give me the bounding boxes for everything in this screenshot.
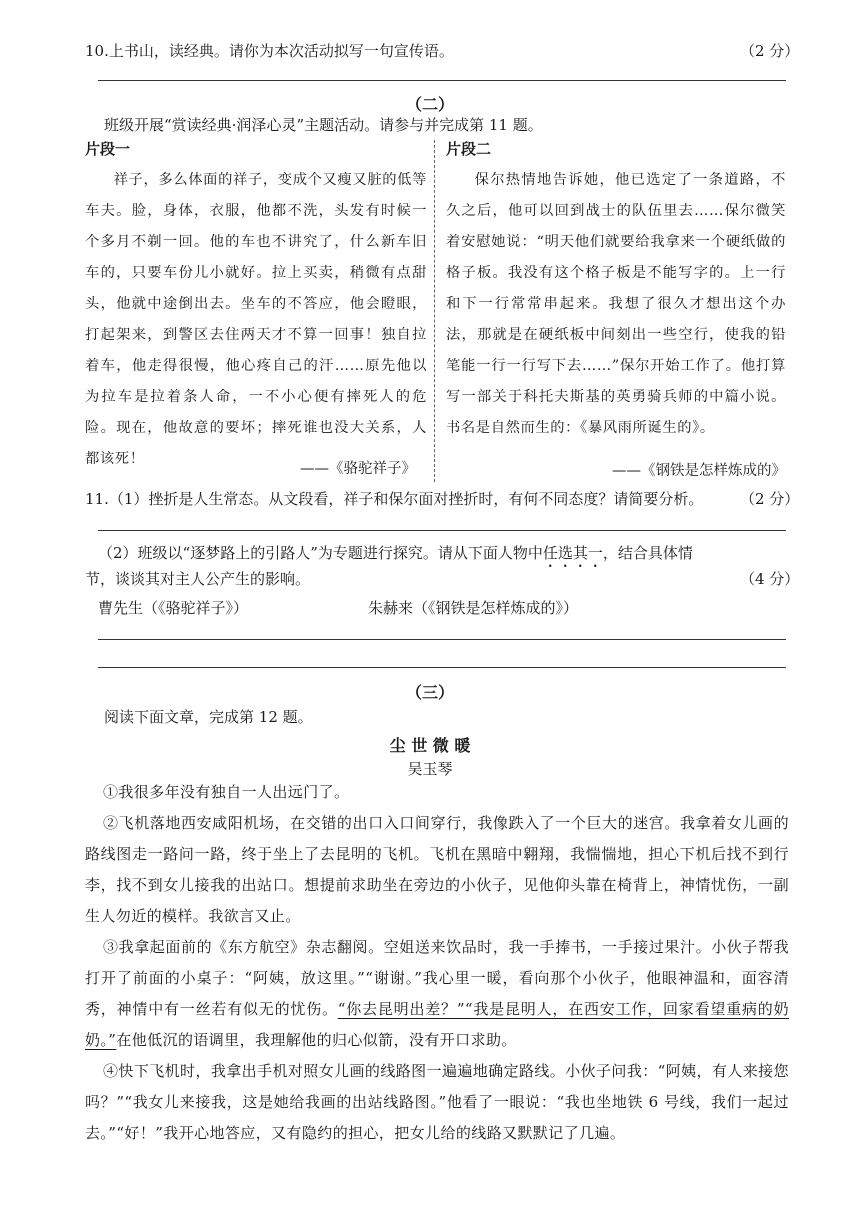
fragment-2-body: 保尔热情地告诉她，他已选定了一条道路，不久之后，他可以回到战士的队伍里去……保尔微笑着安慰她说：“明天他们就要给我拿来一个硬纸做的格子板。我没有这个格子板是不能写字的。上一行和下一行常常串起来。我想了很久才想出这个办法，那就是在硬纸板中间刻出一些空行，使我的铅笔能一行一行写下去……”保尔开始工作了。他打算写一部关于科托夫斯基的英勇骑兵师的中篇小说。书名是自然而生的：《暴风雨所诞生的》。 [446, 172, 786, 436]
question-11-1: 11.（1）挫折是人生常态。从文段看，祥子和保尔面对挫折时，有何不同态度？请简要分析。 [85, 490, 704, 508]
article-title: 尘 世 微 暖 [389, 736, 471, 755]
question-11-1-score: （2 分） [740, 490, 800, 508]
fragment-1-heading: 片段一 [85, 140, 131, 158]
paragraph-3-underlined: “你去昆明出差？”“我是昆明人，在西安工作，回家看望重病的奶奶。” [85, 1000, 789, 1049]
answer-line [98, 80, 786, 81]
fragment-2-source: ——《钢铁是怎样炼成的》 [612, 463, 786, 479]
fragment-1-body: 祥子，多么体面的祥子，变成个又瘦又脏的低等车夫。脸，身体，衣服，他都不洗，头发有时候一个多月不剃一回。他的车也不讲究了，什么新车旧车的，只要车份儿小就好。拉上买卖，稍微有点甜头，他就中途倒出去。坐车的不答应，他会瞪眼，打起架来，到警区去住两天才不算一回事！独自拉着车，他走得很慢，他心疼自己的汗……原先他以为拉车是拉着条人命，一不小心便有摔死人的危险。现在，他故意的要坏；摔死谁也没大关系，人都该死！ [85, 172, 427, 467]
paragraph-3 [85, 932, 789, 1056]
answer-line [98, 530, 786, 531]
fragment-2 [446, 165, 786, 444]
section-3-title: （三） [405, 683, 454, 702]
section-2-title: （二） [405, 95, 454, 114]
article-body [85, 777, 789, 1149]
question-11-2-emphasis: 任选其一 [542, 544, 603, 562]
question-11-2-line1-end: ，结合具体情 [602, 544, 693, 562]
paragraph-2: ②飞机落地西安咸阳机场，在交错的出口入口间穿行，我像跌入了一个巨大的迷宫。我拿着女儿画的路线图走一路问一路，终于坐上了去昆明的飞机。飞机在黑暗中翱翔，我惴惴地，担心下机后找不到行李，找不到女儿接我的出站口。想提前求助坐在旁边的小伙子，见他仰头靠在椅背上，神情忧伤，一副生人勿近的模样。我欲言又止。 [85, 814, 789, 925]
question-11-2-line2: 节，谈谈其对主人公产生的影响。 [85, 570, 311, 588]
fragment-1 [85, 165, 427, 475]
paragraph-4: ④快下飞机时，我拿出手机对照女儿画的线路图一遍遍地确定路线。小伙子问我：“阿姨，有人来接您吗？”“我女儿来接我，这是她给我画的出站线路图。”他看了一眼说：“我也坐地铁 6 号线，我们一起过去。”“好！”我开心地答应，又有隐约的担心，把女儿给的线路又默默记了几遍。 [85, 1062, 789, 1142]
option-1: 曹先生（《骆驼祥子》） [98, 599, 249, 617]
answer-line [98, 667, 786, 668]
fragment-2-heading: 片段二 [446, 140, 492, 158]
paragraph-3-start: ③我拿起面前的《东方航空》杂志翻阅。空姐送来饮品时，我一手捧书，一手接过果汁。小伙子帮我打开了前面的小桌子：“阿姨，放这里。”“谢谢。”我心里一暖，看向那个小伙子，他眼神温和，面容清秀，神情中有一丝若有似无的忧伤。 [85, 938, 789, 1018]
section-3-intro: 阅读下面文章，完成第 12 题。 [104, 708, 313, 726]
column-divider [434, 140, 435, 482]
answer-line [98, 639, 786, 640]
question-10: 10.上书山，读经典。请你为本次活动拟写一句宣传语。 [85, 42, 454, 60]
fragment-1-source: ——《骆驼祥子》 [300, 461, 416, 477]
question-11-2-score: （4 分） [740, 570, 800, 588]
paragraph-3-end: 在他低沉的语调里，我理解他的归心似箭，没有开口求助。 [116, 1031, 517, 1049]
option-2: 朱赫来（《钢铁是怎样炼成的》） [368, 599, 579, 617]
question-10-score: （2 分） [740, 42, 800, 60]
question-11-2-line1 [98, 542, 693, 571]
paragraph-1: ①我很多年没有独自一人出远门了。 [103, 783, 350, 801]
section-2-intro: 班级开展“赏读经典·润泽心灵”主题活动。请参与并完成第 11 题。 [104, 116, 543, 134]
question-11-2-line1-start: （2）班级以“逐梦路上的引路人”为专题进行探究。请从下面人物中 [98, 544, 543, 562]
article-author: 吴玉琴 [407, 760, 453, 778]
